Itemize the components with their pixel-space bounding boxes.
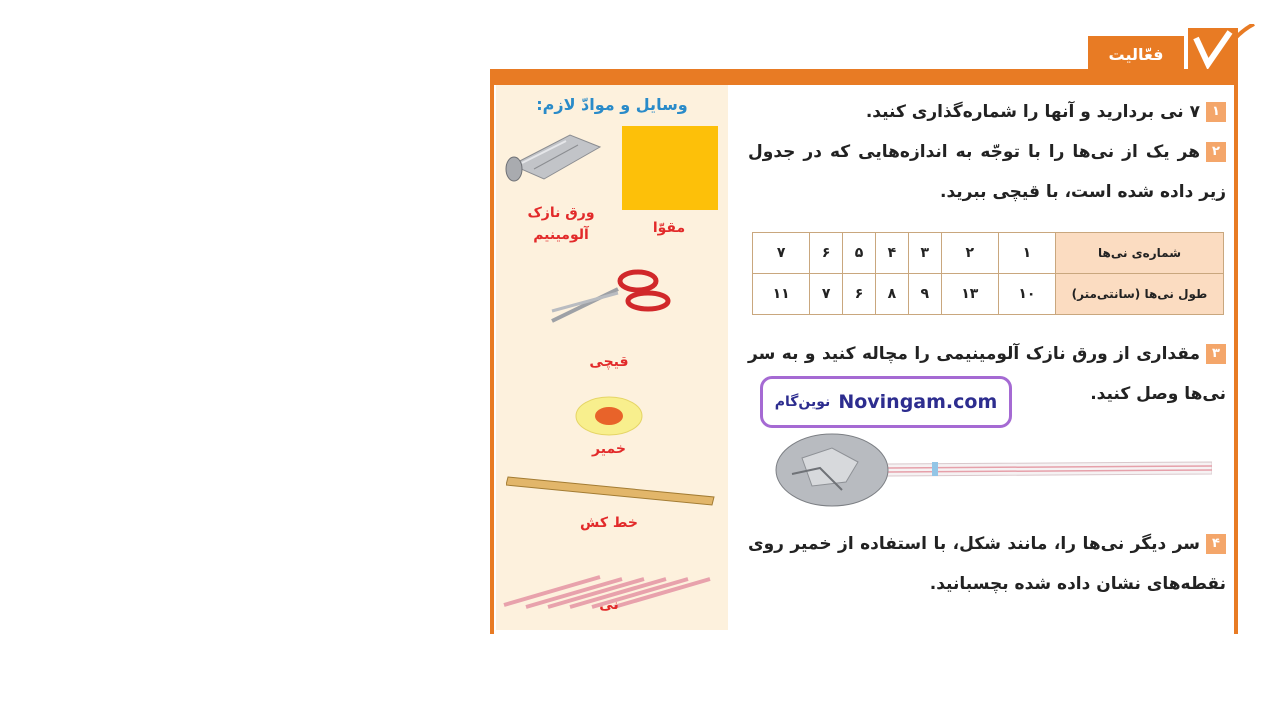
materials-sidebar bbox=[496, 85, 728, 630]
watermark-url: Novingam.com bbox=[838, 391, 998, 413]
steps-top bbox=[748, 92, 1226, 212]
straw-length-table bbox=[752, 232, 1224, 315]
step-4 bbox=[748, 524, 1226, 604]
table-row bbox=[753, 274, 1224, 315]
label-aluminium-foil: ورق نازک آلومینیم bbox=[527, 205, 595, 243]
step-text: سر دیگر نی‌ها را، مانند شکل، با استفاده از خمیر روی نقطه‌های نشان داده شده بچسبانید. bbox=[748, 534, 1226, 594]
step-text: مقداری از ورق نازک آلومینیمی را مچاله کنید و به سر نی‌ها وصل کنید. bbox=[748, 344, 1226, 404]
label-scissors: قیچی bbox=[589, 354, 629, 370]
label-cardboard: مقوّا bbox=[652, 220, 686, 236]
table-header-cell: طول نی‌ها (سانتی‌متر) bbox=[1056, 274, 1224, 315]
left-border bbox=[490, 69, 494, 634]
watermark-persian: نوین‌گام bbox=[774, 394, 831, 410]
table-cell: ۴ bbox=[875, 233, 908, 274]
table-cell: ۳ bbox=[908, 233, 941, 274]
foil-ball-straw-image bbox=[772, 428, 1212, 508]
plasticine-image bbox=[574, 395, 644, 437]
scissors-image bbox=[548, 267, 678, 327]
label-straw: نی bbox=[599, 597, 619, 613]
table-cell: ۸ bbox=[875, 274, 908, 315]
table-cell: ۶ bbox=[810, 233, 843, 274]
step-4-block bbox=[748, 524, 1226, 604]
top-border bbox=[490, 69, 1238, 85]
table-cell: ۲ bbox=[941, 233, 998, 274]
table-cell: ۷ bbox=[753, 233, 810, 274]
table-cell: ۱۱ bbox=[753, 274, 810, 315]
ruler-image bbox=[506, 471, 716, 511]
table-header-cell: شماره‌ی نی‌ها bbox=[1056, 233, 1224, 274]
step-1 bbox=[748, 92, 1226, 132]
table-cell: ۹ bbox=[908, 274, 941, 315]
label-ruler: خط کش bbox=[580, 515, 638, 531]
step-text: هر یک از نی‌ها را با توجّه به اندازه‌هایی که در جدول زیر داده شده است، با قیچی ببرید. bbox=[748, 142, 1226, 202]
table-row bbox=[753, 233, 1224, 274]
activity-page bbox=[490, 24, 1240, 634]
step-2 bbox=[748, 132, 1226, 212]
step-number-badge: ۳ bbox=[1206, 344, 1226, 364]
activity-title: فعّالیت bbox=[1088, 36, 1184, 72]
cardboard-image bbox=[622, 126, 718, 210]
checkmark-logo-icon bbox=[1186, 24, 1256, 74]
table-cell: ۱۳ bbox=[941, 274, 998, 315]
right-border bbox=[1234, 69, 1238, 634]
novingam-watermark bbox=[760, 376, 1012, 428]
table-cell: ۶ bbox=[843, 274, 876, 315]
step-number-badge: ۱ bbox=[1206, 102, 1226, 122]
table-cell: ۵ bbox=[843, 233, 876, 274]
step-number-badge: ۴ bbox=[1206, 534, 1226, 554]
foil-roll-image bbox=[500, 127, 610, 187]
table-cell: ۷ bbox=[810, 274, 843, 315]
label-plasticine: خمیر bbox=[592, 441, 626, 457]
step-number-badge: ۲ bbox=[1206, 142, 1226, 162]
step-text: ۷ نی بردارید و آنها را شماره‌گذاری کنید. bbox=[865, 102, 1200, 122]
table-cell: ۱۰ bbox=[998, 274, 1055, 315]
materials-title: وسایل و موادّ لازم: bbox=[536, 95, 688, 114]
table-cell: ۱ bbox=[998, 233, 1055, 274]
